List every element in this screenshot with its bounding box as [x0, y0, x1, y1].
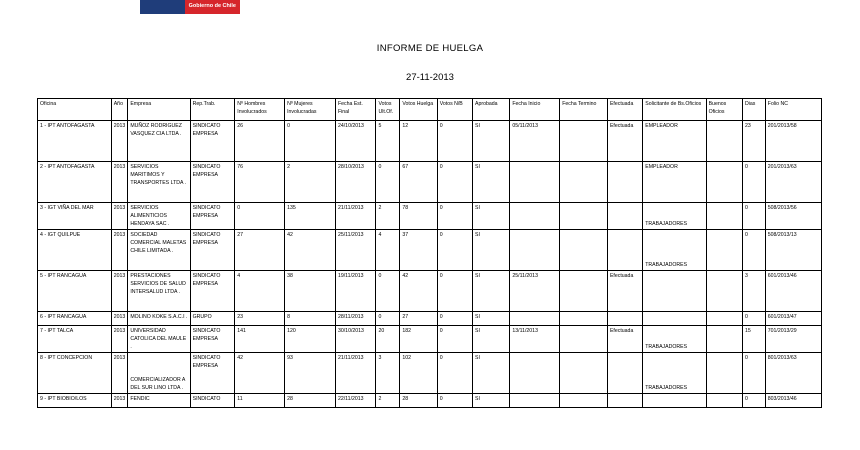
table-cell	[560, 353, 608, 394]
table-cell	[560, 394, 608, 408]
table-cell: 0	[742, 394, 765, 408]
table-cell	[607, 353, 642, 394]
table-cell: SINDICATO	[190, 394, 235, 408]
table-cell: 2013	[111, 271, 128, 312]
table-cell: 0	[742, 230, 765, 271]
table-cell: 5	[376, 121, 400, 162]
column-header: Fecha Termino	[560, 99, 608, 121]
table-cell: 0	[742, 353, 765, 394]
table-cell: 0	[742, 312, 765, 326]
table-cell: 28	[285, 394, 336, 408]
table-cell: SI	[473, 230, 510, 271]
table-cell: SI	[473, 353, 510, 394]
table-cell: 0	[437, 230, 472, 271]
table-cell	[706, 394, 742, 408]
table-cell	[510, 353, 560, 394]
table-cell: PRESTACIONES SERVICIOS DE SALUD INTERSALUD LTDA .	[128, 271, 190, 312]
table-cell: 508/2013/56	[765, 203, 821, 230]
table-cell: 76	[235, 162, 285, 203]
table-cell: 6 - IPT RANCAGUA	[38, 312, 112, 326]
table-row	[38, 394, 822, 408]
table-cell: 601/2013/46	[765, 271, 821, 312]
table-cell: 67	[400, 162, 437, 203]
table-cell: 42	[235, 353, 285, 394]
table-cell: 23	[742, 121, 765, 162]
table-cell	[706, 121, 742, 162]
table-cell: 0	[437, 394, 472, 408]
table-cell: MOLINO KOKE S.A.C.I .	[128, 312, 190, 326]
column-header: Folio NC	[765, 99, 821, 121]
table-cell	[706, 326, 742, 353]
column-header: Oficina	[38, 99, 112, 121]
column-header: Fecha Inicio	[510, 99, 560, 121]
column-header: Año	[111, 99, 128, 121]
table-cell: SI	[473, 162, 510, 203]
table-row	[38, 203, 822, 230]
column-header: Solicitante de Bs.Oficios	[643, 99, 706, 121]
table-cell: SINDICATO EMPRESA	[190, 353, 235, 394]
table-cell	[510, 203, 560, 230]
strike-report-table	[37, 98, 822, 408]
table-cell: 2 - IPT ANTOFAGASTA	[38, 162, 112, 203]
table-cell: 37	[400, 230, 437, 271]
table-cell	[643, 271, 706, 312]
table-cell	[560, 203, 608, 230]
table-cell: 2013	[111, 203, 128, 230]
table-cell: 803/2013/46	[765, 394, 821, 408]
table-cell: 25/11/2013	[335, 230, 375, 271]
table-cell: 0	[742, 203, 765, 230]
table-cell: 2013	[111, 353, 128, 394]
table-cell	[560, 271, 608, 312]
table-cell: 93	[285, 353, 336, 394]
table-cell: 0	[742, 162, 765, 203]
table-cell: 9 - IPT BIOBIO/LOS	[38, 394, 112, 408]
table-cell: 23	[235, 312, 285, 326]
header-row	[38, 99, 822, 121]
table-cell	[607, 394, 642, 408]
table-cell: 26	[235, 121, 285, 162]
table-cell: 8	[285, 312, 336, 326]
table-cell: SI	[473, 312, 510, 326]
table-cell: EMPLEADOR	[643, 162, 706, 203]
table-cell: 13/11/2013	[510, 326, 560, 353]
table-cell: 0	[376, 312, 400, 326]
table-cell: SI	[473, 271, 510, 312]
table-cell: UNIVERSIDAD CATOLICA DEL MAULE .	[128, 326, 190, 353]
table-cell	[607, 162, 642, 203]
table-cell: 120	[285, 326, 336, 353]
table-cell: 2013	[111, 326, 128, 353]
table-cell: 508/2013/13	[765, 230, 821, 271]
table-cell: 701/2013/29	[765, 326, 821, 353]
table-cell: COMERCIALIZADOR A DEL SUR LINO LTDA .	[128, 353, 190, 394]
table-cell	[706, 162, 742, 203]
table-cell: SINDICATO EMPRESA	[190, 271, 235, 312]
column-header: Nº Mujeres Involucradas	[285, 99, 336, 121]
table-cell: 0	[437, 271, 472, 312]
table-cell: TRABAJADORES	[643, 230, 706, 271]
table-cell: TRABAJADORES	[643, 326, 706, 353]
table-cell: MUÑOZ RODRIGUEZ VASQUEZ CIA LTDA .	[128, 121, 190, 162]
table-body	[38, 121, 822, 408]
table-cell: 1 - IPT ANTOFAGASTA	[38, 121, 112, 162]
table-cell: SINDICATO EMPRESA	[190, 121, 235, 162]
table-cell: 2	[285, 162, 336, 203]
table-cell: 201/2013/63	[765, 162, 821, 203]
table-cell: SINDICATO EMPRESA	[190, 203, 235, 230]
table-cell: 0	[437, 353, 472, 394]
column-header: Efectuada	[607, 99, 642, 121]
column-header: Nº Hombres Involucrados	[235, 99, 285, 121]
table-cell: FENDIC	[128, 394, 190, 408]
table-cell: SI	[473, 394, 510, 408]
table-cell: SINDICATO EMPRESA	[190, 326, 235, 353]
table-cell: 05/11/2013	[510, 121, 560, 162]
table-cell: 22/11/2013	[335, 394, 375, 408]
table-cell	[510, 162, 560, 203]
table-cell: 24/10/2013	[335, 121, 375, 162]
table-cell: 3	[742, 271, 765, 312]
table-cell: 0	[235, 203, 285, 230]
table-cell: 7 - IPT TALCA	[38, 326, 112, 353]
table-cell: 0	[437, 203, 472, 230]
table-cell: 2013	[111, 121, 128, 162]
table-row	[38, 312, 822, 326]
column-header: Empresa	[128, 99, 190, 121]
table-cell: 601/2013/47	[765, 312, 821, 326]
table-cell: SERVICIOS MARITIMOS Y TRANSPORTES LTDA .	[128, 162, 190, 203]
table-cell: 21/11/2013	[335, 353, 375, 394]
table-cell: SOCIEDAD COMERCIAL MALETAS CHILE LIMITADA .	[128, 230, 190, 271]
table-cell: EMPLEADOR	[643, 121, 706, 162]
table-cell: 2013	[111, 312, 128, 326]
table-cell	[560, 162, 608, 203]
column-header: Rep.Trab.	[190, 99, 235, 121]
table-cell	[560, 312, 608, 326]
table-cell: Efectuada	[607, 271, 642, 312]
table-cell	[560, 326, 608, 353]
table-cell: 182	[400, 326, 437, 353]
table-cell: 0	[376, 271, 400, 312]
table-cell: 20	[376, 326, 400, 353]
table-cell: 5 - IPT RANCAGUA	[38, 271, 112, 312]
table-cell: 42	[285, 230, 336, 271]
table-cell	[706, 203, 742, 230]
logo-text: Gobierno de Chile	[188, 3, 236, 9]
table-cell: SI	[473, 203, 510, 230]
table-row	[38, 230, 822, 271]
table-cell: 0	[376, 162, 400, 203]
table-cell: 2013	[111, 394, 128, 408]
table-cell: 2	[376, 394, 400, 408]
table-cell: 4	[235, 271, 285, 312]
table-row	[38, 121, 822, 162]
table-cell: SINDICATO EMPRESA	[190, 230, 235, 271]
table-cell	[560, 121, 608, 162]
table-row	[38, 162, 822, 203]
table-cell	[706, 271, 742, 312]
table-cell: 8 - IPT CONCEPCION	[38, 353, 112, 394]
table-cell: 42	[400, 271, 437, 312]
table-cell: 28/10/2013	[335, 162, 375, 203]
table-cell: 28/11/2013	[335, 312, 375, 326]
table-cell: 0	[437, 162, 472, 203]
column-header: Votos Ult.Of.	[376, 99, 400, 121]
table-cell: 30/10/2013	[335, 326, 375, 353]
table-cell	[510, 312, 560, 326]
report-title: INFORME DE HUELGA	[376, 43, 484, 54]
table-cell: 27	[400, 312, 437, 326]
table-cell: Efectuada	[607, 326, 642, 353]
table-cell: 2013	[111, 162, 128, 203]
table-cell	[706, 230, 742, 271]
column-header: Aprobada	[473, 99, 510, 121]
table-cell: 801/2013/63	[765, 353, 821, 394]
table-cell	[607, 230, 642, 271]
table-cell	[706, 353, 742, 394]
table-row	[38, 271, 822, 312]
table-cell: SERVICIOS ALIMENTICIOS HENDAYA SAC .	[128, 203, 190, 230]
table-cell: 19/11/2013	[335, 271, 375, 312]
table-cell: 2	[376, 203, 400, 230]
table-header	[38, 99, 822, 121]
table-cell: 0	[285, 121, 336, 162]
table-cell	[510, 394, 560, 408]
table-cell: 4 - IGT QUILPUE	[38, 230, 112, 271]
report-date: 27-11-2013	[406, 72, 454, 83]
table-cell	[560, 230, 608, 271]
table-cell: 141	[235, 326, 285, 353]
table-cell: 2013	[111, 230, 128, 271]
table-cell	[643, 394, 706, 408]
table-cell: 11	[235, 394, 285, 408]
table-cell: 0	[437, 326, 472, 353]
table-cell: 78	[400, 203, 437, 230]
table-cell: 201/2013/58	[765, 121, 821, 162]
column-header: Votos N/B	[437, 99, 472, 121]
table-cell: 4	[376, 230, 400, 271]
table-cell	[607, 203, 642, 230]
column-header: Votos Huelga	[400, 99, 437, 121]
table-cell: TRABAJADORES	[643, 203, 706, 230]
table-cell: 102	[400, 353, 437, 394]
column-header: Fecha Est. Final	[335, 99, 375, 121]
table-cell	[607, 312, 642, 326]
table-cell: Efectuada	[607, 121, 642, 162]
table-cell	[643, 312, 706, 326]
table-cell: SINDICATO EMPRESA	[190, 162, 235, 203]
table-cell: GRUPO	[190, 312, 235, 326]
table-cell: 21/11/2013	[335, 203, 375, 230]
table-cell	[510, 230, 560, 271]
table-cell: 27	[235, 230, 285, 271]
column-header: Buenos Oficios	[706, 99, 742, 121]
table-cell: 38	[285, 271, 336, 312]
table-cell: 12	[400, 121, 437, 162]
table-cell: 15	[742, 326, 765, 353]
table-cell: 3	[376, 353, 400, 394]
table-cell: 0	[437, 121, 472, 162]
table-cell: SI	[473, 326, 510, 353]
table-cell: SI	[473, 121, 510, 162]
table-row	[38, 326, 822, 353]
table-cell: 135	[285, 203, 336, 230]
table-cell	[706, 312, 742, 326]
government-logo	[140, 0, 240, 14]
column-header: Dias	[742, 99, 765, 121]
table-cell: 28	[400, 394, 437, 408]
table-cell: 25/11/2013	[510, 271, 560, 312]
table-cell: TRABAJADORES	[643, 353, 706, 394]
table-cell: 0	[437, 312, 472, 326]
table-cell: 3 - IGT VIÑA DEL MAR	[38, 203, 112, 230]
table-row	[38, 353, 822, 394]
